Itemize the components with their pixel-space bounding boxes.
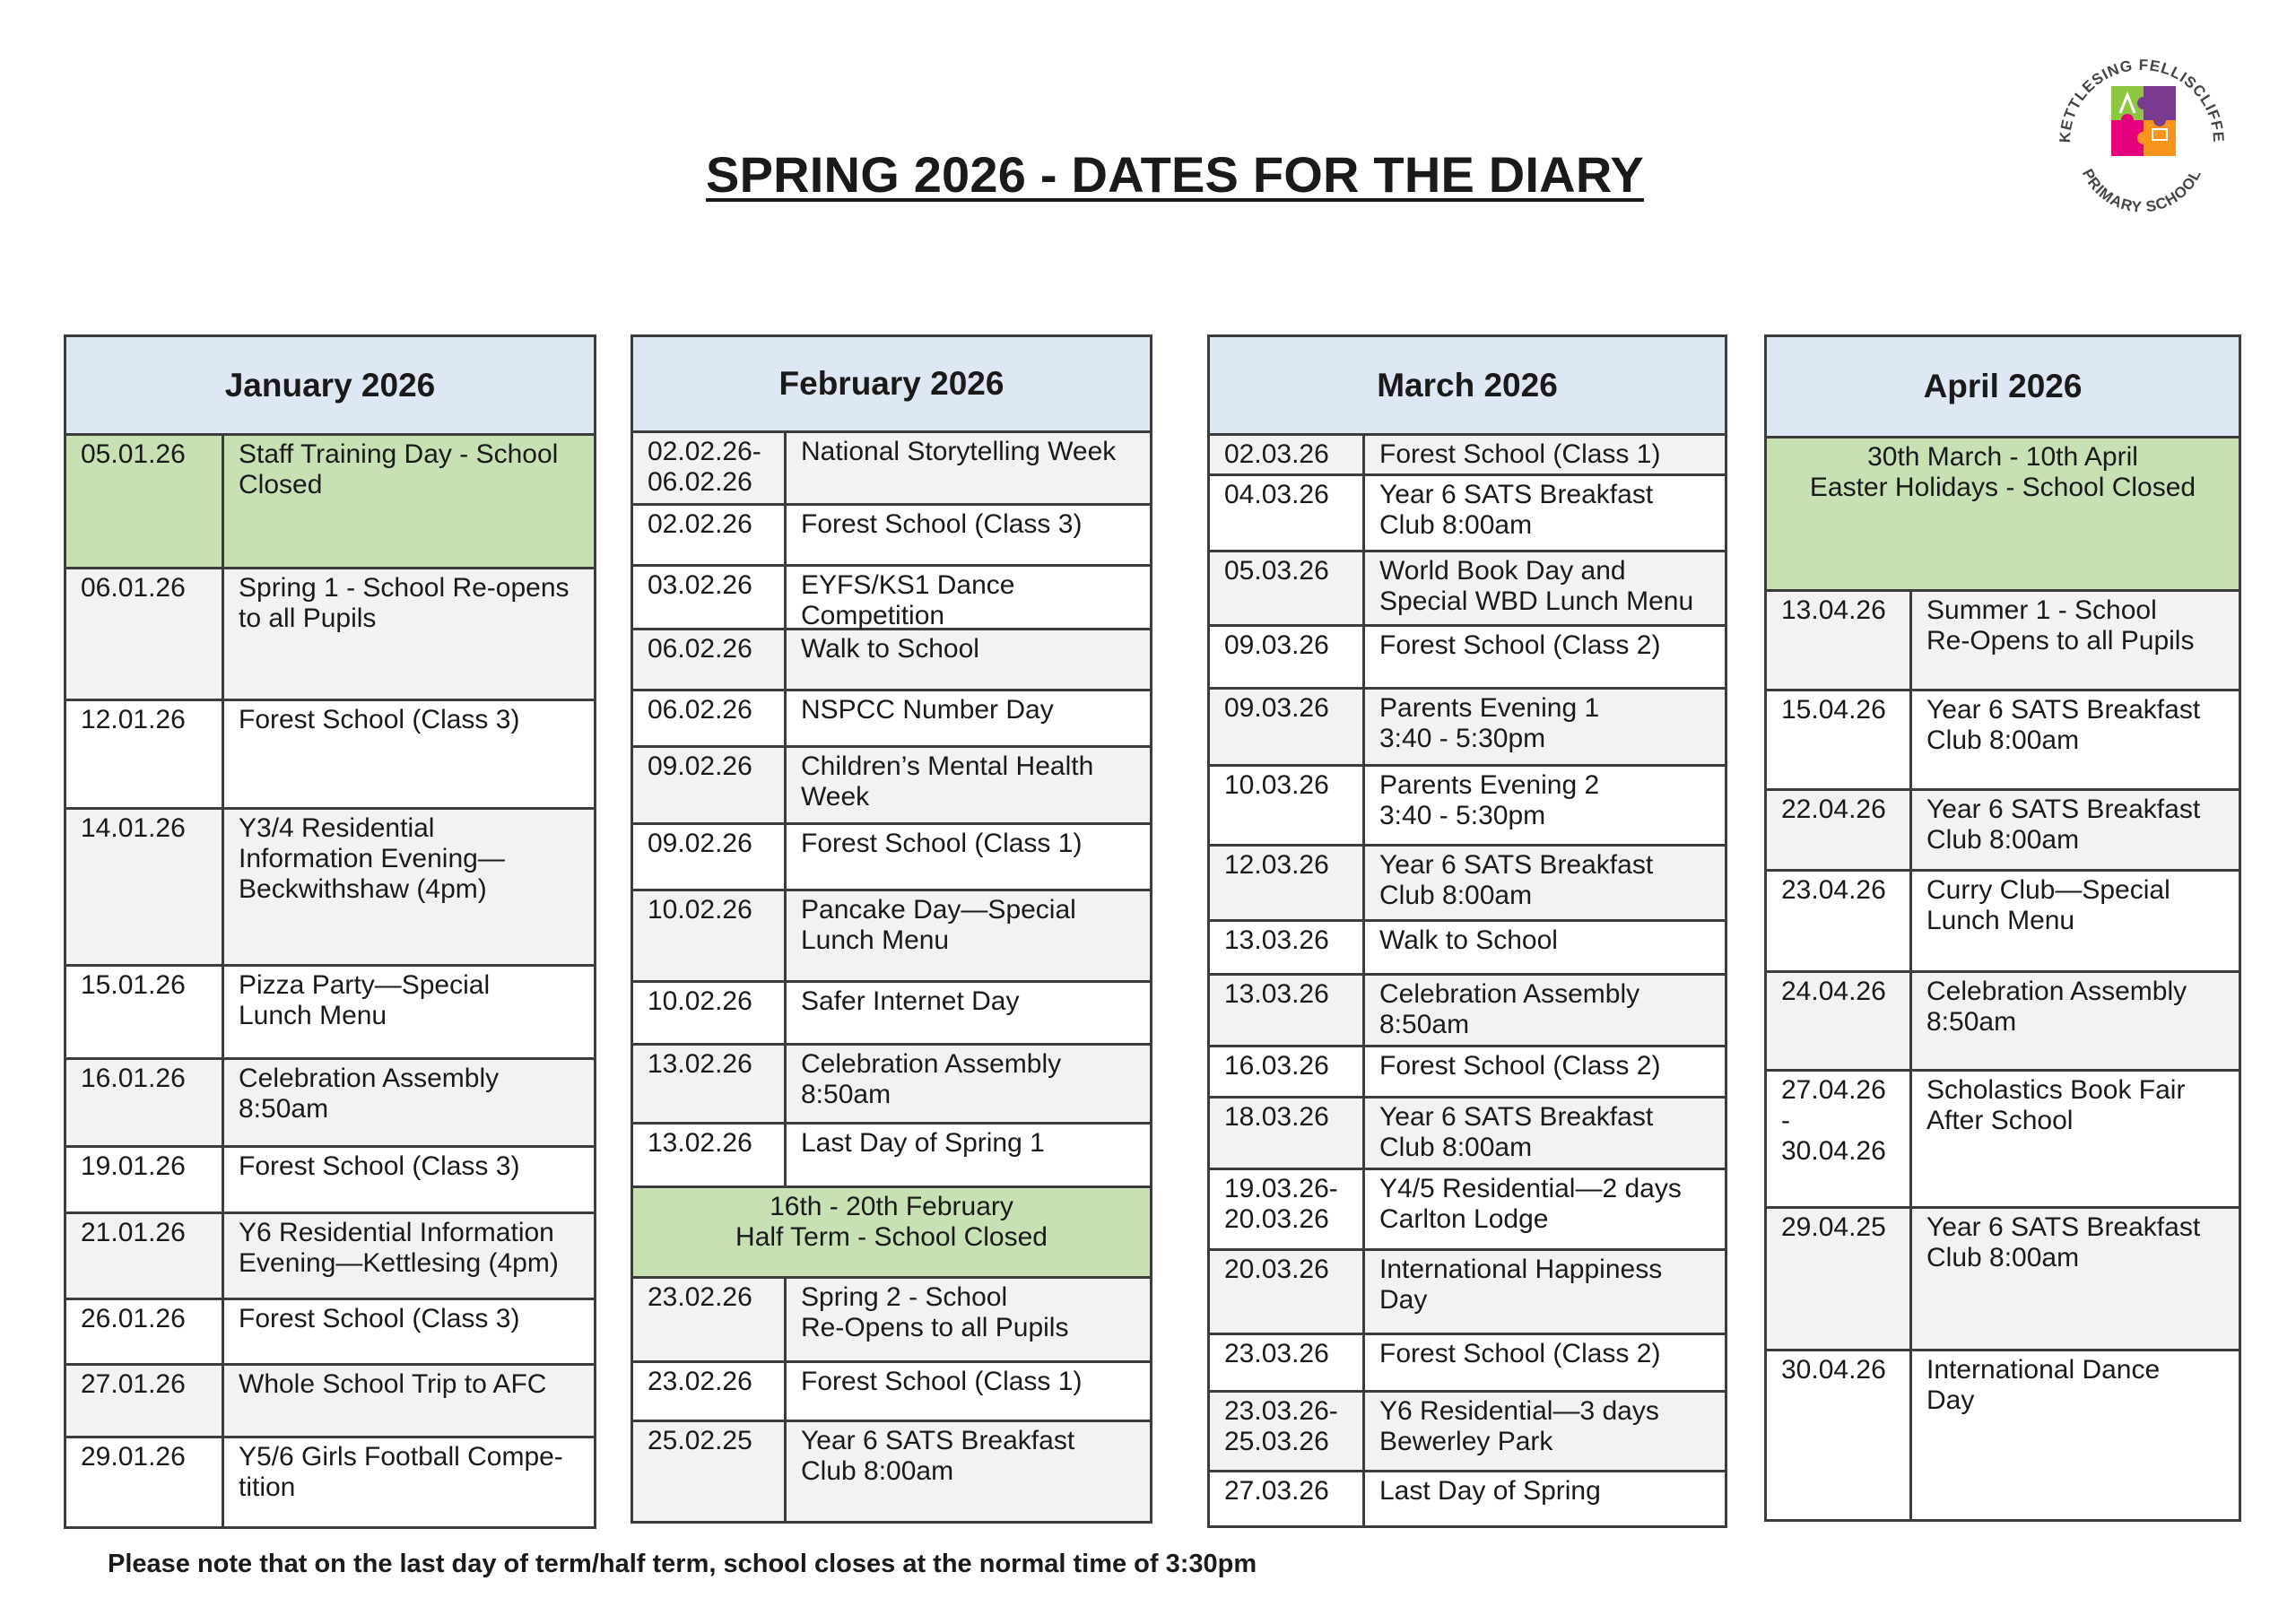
event-cell: Walk to School (1379, 925, 1558, 955)
date-cell: 27.01.26 (66, 1366, 224, 1436)
event-cell: NSPCC Number Day (801, 695, 1054, 725)
table-row (1210, 627, 1725, 690)
date-cell: 10.02.26 (633, 983, 787, 1043)
event-cell: Spring 1 - School Re-opens to all Pupils (239, 573, 570, 633)
table-row (1210, 922, 1725, 976)
table-row (633, 1422, 1150, 1521)
table-row (66, 701, 594, 810)
event-cell: Y4/5 Residential—2 days Carlton Lodge (1379, 1174, 1682, 1234)
event-cell: Forest School (Class 3) (239, 1151, 520, 1181)
date-cell: 19.01.26 (66, 1148, 224, 1211)
date-cell: 09.02.26 (633, 825, 787, 889)
date-cell: 29.01.26 (66, 1438, 224, 1526)
school-logo (2034, 34, 2249, 249)
date-cell: 12.03.26 (1210, 847, 1365, 919)
month-table-2 (631, 334, 1152, 1524)
table-row (1767, 592, 2239, 691)
event-cell: Summer 1 - School Re-Opens to all Pupils (1926, 595, 2195, 656)
event-cell: Pizza Party—Special Lunch Menu (239, 970, 491, 1030)
table-row (1210, 1335, 1725, 1393)
date-cell: 06.02.26 (633, 691, 787, 745)
date-cell: 23.02.26 (633, 1279, 787, 1360)
table-row (1767, 973, 2239, 1072)
table-row (66, 1438, 594, 1526)
table-row (633, 506, 1150, 567)
table-row (1210, 767, 1725, 847)
event-cell: World Book Day and Special WBD Lunch Menu (1379, 556, 1694, 616)
date-cell: 09.02.26 (633, 748, 787, 822)
event-cell: National Storytelling Week (801, 437, 1117, 466)
date-cell: 06.01.26 (66, 569, 224, 699)
month-header: February 2026 (633, 337, 1150, 433)
page-title: SPRING 2026 - DATES FOR THE DIARY (706, 146, 1644, 203)
event-cell: Year 6 SATS Breakfast Club 8:00am (1926, 795, 2201, 855)
table-row (633, 1279, 1150, 1363)
event-cell: Safer Internet Day (801, 986, 1020, 1016)
date-cell: 02.03.26 (1210, 436, 1365, 473)
event-cell: Curry Club—Special Lunch Menu (1926, 875, 2170, 935)
date-cell: 16.03.26 (1210, 1047, 1365, 1096)
table-row (1210, 1047, 1725, 1099)
event-cell: Children’s Mental Health Week (801, 751, 1094, 812)
closure-row (633, 1188, 1150, 1279)
date-cell: 02.02.26- 06.02.26 (633, 433, 787, 503)
event-cell: Year 6 SATS Breakfast Club 8:00am (1926, 1212, 2201, 1272)
date-cell: 15.04.26 (1767, 691, 1912, 788)
table-row (1210, 976, 1725, 1047)
table-row (633, 1363, 1150, 1422)
table-row (1210, 476, 1725, 552)
date-cell: 15.01.26 (66, 967, 224, 1057)
event-cell: Parents Evening 2 3:40 - 5:30pm (1379, 770, 1600, 830)
date-cell: 05.01.26 (66, 436, 224, 567)
month-table-4 (1764, 334, 2241, 1522)
table-row (1767, 691, 2239, 791)
date-cell: 04.03.26 (1210, 476, 1365, 550)
table-row (1210, 552, 1725, 627)
date-cell: 09.03.26 (1210, 690, 1365, 764)
date-cell: 14.01.26 (66, 810, 224, 964)
event-cell: Pancake Day—Special Lunch Menu (801, 895, 1076, 955)
month-table-3 (1207, 334, 1727, 1528)
date-cell: 23.02.26 (633, 1363, 787, 1420)
event-cell: Scholastics Book Fair After School (1926, 1075, 2186, 1135)
table-row (633, 630, 1150, 691)
event-cell: Spring 2 - School Re-Opens to all Pupils (801, 1282, 1069, 1342)
date-cell: 18.03.26 (1210, 1099, 1365, 1168)
table-row (1210, 1393, 1725, 1472)
date-cell: 21.01.26 (66, 1214, 224, 1298)
month-table-1 (64, 334, 596, 1529)
date-cell: 10.03.26 (1210, 767, 1365, 844)
closure-row (1767, 439, 2239, 592)
date-cell: 12.01.26 (66, 701, 224, 807)
month-header: March 2026 (1210, 337, 1725, 436)
event-cell: Year 6 SATS Breakfast Club 8:00am (1379, 1102, 1654, 1162)
table-row (66, 1148, 594, 1214)
table-row (1767, 1072, 2239, 1209)
date-cell: 27.03.26 (1210, 1472, 1365, 1525)
date-cell: 25.02.25 (633, 1422, 787, 1521)
table-row (1767, 791, 2239, 872)
logo-text-top: KETTLESING FELLISCLIFFE (2056, 56, 2228, 143)
table-row (633, 433, 1150, 506)
event-cell: Staff Training Day - School Closed (239, 439, 559, 499)
closure-text: 30th March - 10th April Easter Holidays - School Closed (1809, 442, 2196, 502)
svg-text:PRIMARY SCHOOL (2079, 166, 2205, 215)
date-cell: 03.02.26 (633, 567, 787, 628)
table-row (633, 983, 1150, 1046)
event-cell: Walk to School (801, 634, 979, 664)
table-row (66, 1300, 594, 1366)
date-cell: 30.04.26 (1767, 1351, 1912, 1519)
table-row (1210, 1099, 1725, 1170)
event-cell: Year 6 SATS Breakfast Club 8:00am (1926, 695, 2201, 755)
event-cell: Y3/4 Residential Information Evening— Beckwithshaw (4pm) (239, 813, 505, 904)
event-cell: Last Day of Spring (1379, 1476, 1601, 1506)
event-cell: Year 6 SATS Breakfast Club 8:00am (1379, 850, 1654, 910)
logo-text-bottom: PRIMARY SCHOOL (2078, 166, 2205, 216)
table-row (1210, 1472, 1725, 1525)
month-header: January 2026 (66, 337, 594, 436)
date-cell: 23.03.26 (1210, 1335, 1365, 1390)
event-cell: Celebration Assembly 8:50am (1926, 977, 2187, 1037)
event-cell: Forest School (Class 3) (239, 1304, 520, 1333)
event-cell: International Happiness Day (1379, 1255, 1663, 1315)
table-row (66, 1366, 594, 1438)
table-row (633, 1046, 1150, 1125)
event-cell: Forest School (Class 2) (1379, 1051, 1661, 1081)
event-cell: Celebration Assembly 8:50am (239, 1064, 500, 1124)
date-cell: 13.02.26 (633, 1125, 787, 1185)
event-cell: Parents Evening 1 3:40 - 5:30pm (1379, 693, 1600, 753)
table-row (1767, 1351, 2239, 1519)
table-row (1210, 847, 1725, 922)
event-cell: Forest School (Class 1) (801, 829, 1083, 858)
event-cell: Y5/6 Girls Football Compe- tition (239, 1442, 563, 1502)
date-cell: 19.03.26- 20.03.26 (1210, 1170, 1365, 1248)
date-cell: 05.03.26 (1210, 552, 1365, 624)
event-cell: Year 6 SATS Breakfast Club 8:00am (1379, 480, 1654, 540)
table-row (633, 891, 1150, 983)
date-cell: 13.03.26 (1210, 922, 1365, 973)
table-row (66, 810, 594, 967)
event-cell: Forest School (Class 2) (1379, 630, 1661, 660)
date-cell: 29.04.25 (1767, 1209, 1912, 1349)
event-cell: Y6 Residential Information Evening—Kettlesing (4pm) (239, 1218, 559, 1278)
event-cell: Forest School (Class 1) (801, 1367, 1083, 1396)
table-row (1210, 1251, 1725, 1335)
table-row (633, 691, 1150, 748)
date-cell: 26.01.26 (66, 1300, 224, 1363)
table-row (633, 1125, 1150, 1188)
table-row (66, 1214, 594, 1300)
date-cell: 13.02.26 (633, 1046, 787, 1122)
date-cell: 24.04.26 (1767, 973, 1912, 1069)
event-cell: EYFS/KS1 Dance Competition (801, 570, 1015, 630)
table-row (1767, 1209, 2239, 1351)
table-row (633, 748, 1150, 825)
date-cell: 06.02.26 (633, 630, 787, 689)
table-row (66, 436, 594, 569)
table-row (66, 967, 594, 1060)
event-cell: Y6 Residential—3 days Bewerley Park (1379, 1396, 1659, 1456)
date-cell: 13.04.26 (1767, 592, 1912, 689)
date-cell: 09.03.26 (1210, 627, 1365, 687)
footer-note: Please note that on the last day of term/half term, school closes at the normal time of 3:30pm (108, 1550, 1257, 1578)
table-row (1210, 436, 1725, 476)
date-cell: 16.01.26 (66, 1060, 224, 1145)
table-row (1767, 872, 2239, 973)
date-cell: 23.03.26- 25.03.26 (1210, 1393, 1365, 1470)
table-row (633, 567, 1150, 630)
date-cell: 27.04.26 - 30.04.26 (1767, 1072, 1912, 1206)
table-row (66, 569, 594, 701)
date-cell: 20.03.26 (1210, 1251, 1365, 1333)
event-cell: Celebration Assembly 8:50am (1379, 979, 1640, 1039)
table-row (1210, 690, 1725, 767)
event-cell: International Dance Day (1926, 1355, 2161, 1415)
date-cell: 23.04.26 (1767, 872, 1912, 970)
event-cell: Celebration Assembly 8:50am (801, 1049, 1062, 1109)
date-cell: 13.03.26 (1210, 976, 1365, 1045)
event-cell: Forest School (Class 2) (1379, 1339, 1661, 1368)
event-cell: Year 6 SATS Breakfast Club 8:00am (801, 1426, 1075, 1486)
date-cell: 22.04.26 (1767, 791, 1912, 869)
event-cell: Forest School (Class 1) (1379, 439, 1661, 469)
event-cell: Last Day of Spring 1 (801, 1128, 1045, 1158)
table-row (633, 825, 1150, 891)
date-cell: 10.02.26 (633, 891, 787, 980)
closure-text: 16th - 20th February Half Term - School Closed (735, 1192, 1048, 1252)
event-cell: Forest School (Class 3) (801, 509, 1083, 539)
event-cell: Forest School (Class 3) (239, 705, 520, 734)
event-cell: Whole School Trip to AFC (239, 1369, 547, 1399)
table-row (1210, 1170, 1725, 1251)
month-header: April 2026 (1767, 337, 2239, 439)
date-cell: 02.02.26 (633, 506, 787, 564)
table-row (66, 1060, 594, 1148)
